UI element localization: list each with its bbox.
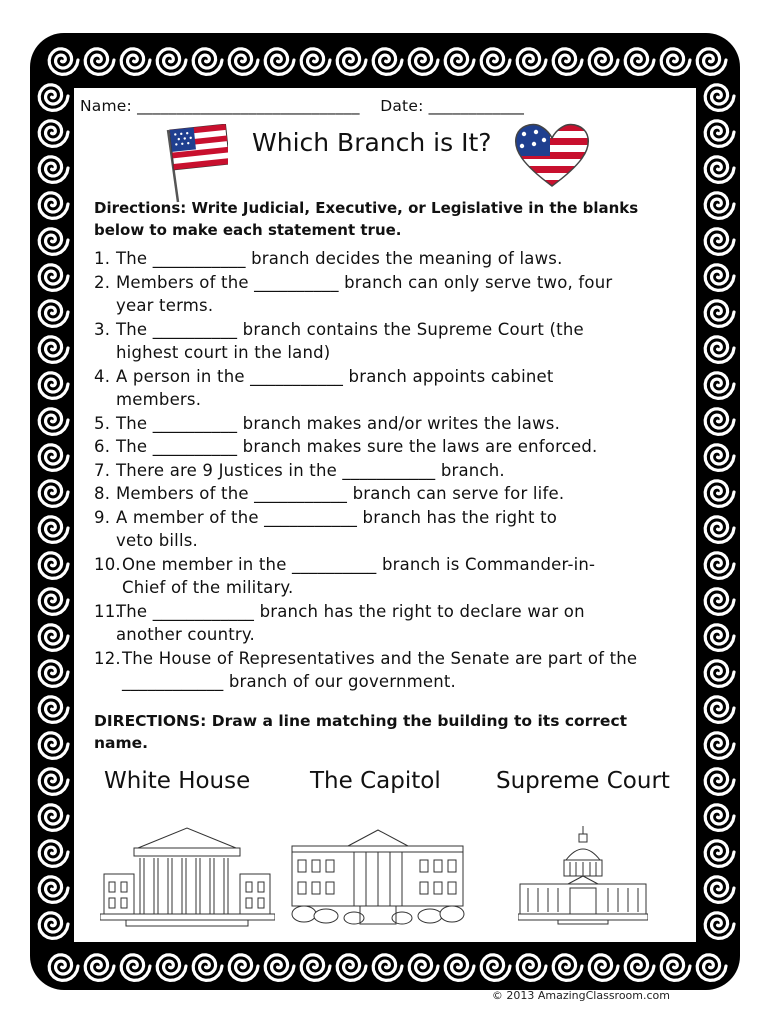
question-number: 7. (94, 460, 111, 480)
copyright-notice: © 2013 AmazingClassroom.com (491, 989, 670, 1002)
question-text-cont: year terms. (116, 296, 214, 315)
question-number: 11. (94, 601, 121, 621)
question-number: 10. (94, 554, 121, 574)
label-supreme-court: Supreme Court (496, 768, 670, 794)
question-text-cont: veto bills. (116, 531, 198, 550)
matching-directions (94, 710, 627, 754)
question-5 (94, 412, 637, 436)
question-text-cont: another country. (116, 625, 255, 644)
directions-text (94, 197, 638, 241)
question-text: Members of the __________ branch can only serve two, four (116, 272, 613, 292)
question-11 (94, 600, 637, 647)
worksheet-title: Which Branch is It? (252, 128, 492, 157)
question-10 (94, 553, 637, 600)
name-date-line (80, 97, 524, 115)
name-blank: ____________________________ (137, 97, 360, 115)
question-text: There are 9 Justices in the ___________ branch. (116, 460, 505, 480)
directions-line-2: below to make each statement true. (94, 221, 402, 239)
question-text: The __________ branch contains the Supreme Court (the (116, 319, 584, 339)
label-the-capitol: The Capitol (310, 768, 441, 794)
american-flag-icon (162, 124, 228, 204)
question-text: A member of the ___________ branch has the right to (116, 507, 558, 527)
question-number: 2. (94, 272, 111, 292)
question-number: 6. (94, 437, 111, 456)
flag-heart-icon (512, 120, 592, 190)
question-list (94, 247, 637, 694)
supreme-court-building (100, 824, 275, 928)
question-number: 5. (94, 413, 111, 433)
question-text: Members of the ___________ branch can serve for life. (116, 484, 565, 503)
question-4 (94, 365, 637, 412)
question-text-cont: ____________ branch of our government. (122, 672, 457, 691)
question-12 (94, 647, 637, 694)
question-number: 9. (94, 507, 111, 527)
question-3 (94, 318, 637, 365)
question-2 (94, 271, 637, 318)
white-house-building (290, 826, 465, 928)
directions-line-1: Directions: Write Judicial, Executive, or Legislative in the blanks (94, 199, 639, 217)
question-text: The ___________ branch decides the meaning of laws. (116, 249, 563, 268)
question-6 (94, 435, 637, 459)
label-white-house: White House (104, 768, 251, 794)
question-number: 3. (94, 319, 111, 339)
question-text: The House of Representatives and the Senate are part of the (122, 648, 638, 668)
capitol-building (518, 826, 648, 926)
date-label: Date: (380, 97, 424, 115)
question-number: 8. (94, 484, 111, 503)
question-text: The __________ branch makes sure the laws are enforced. (116, 437, 598, 456)
question-number: 4. (94, 366, 111, 386)
question-text: The ____________ branch has the right to declare war on (116, 601, 585, 621)
question-text-cont: Chief of the military. (122, 578, 294, 597)
question-8 (94, 482, 637, 506)
matching-directions-line-2: name. (94, 734, 149, 752)
name-label: Name: (80, 97, 132, 115)
question-text-cont: members. (116, 390, 202, 409)
question-1 (94, 247, 637, 271)
question-9 (94, 506, 637, 553)
question-7 (94, 459, 637, 483)
date-blank: ____________ (428, 97, 525, 115)
question-number: 1. (94, 249, 111, 268)
matching-directions-line-1: DIRECTIONS: Draw a line matching the building to its correct (94, 712, 628, 730)
question-text: One member in the __________ branch is Commander-in- (122, 554, 596, 574)
question-text: The __________ branch makes and/or writes the laws. (116, 413, 561, 433)
question-text-cont: highest court in the land) (116, 343, 331, 362)
question-text: A person in the ___________ branch appoints cabinet (116, 366, 554, 386)
question-number: 12. (94, 648, 121, 668)
